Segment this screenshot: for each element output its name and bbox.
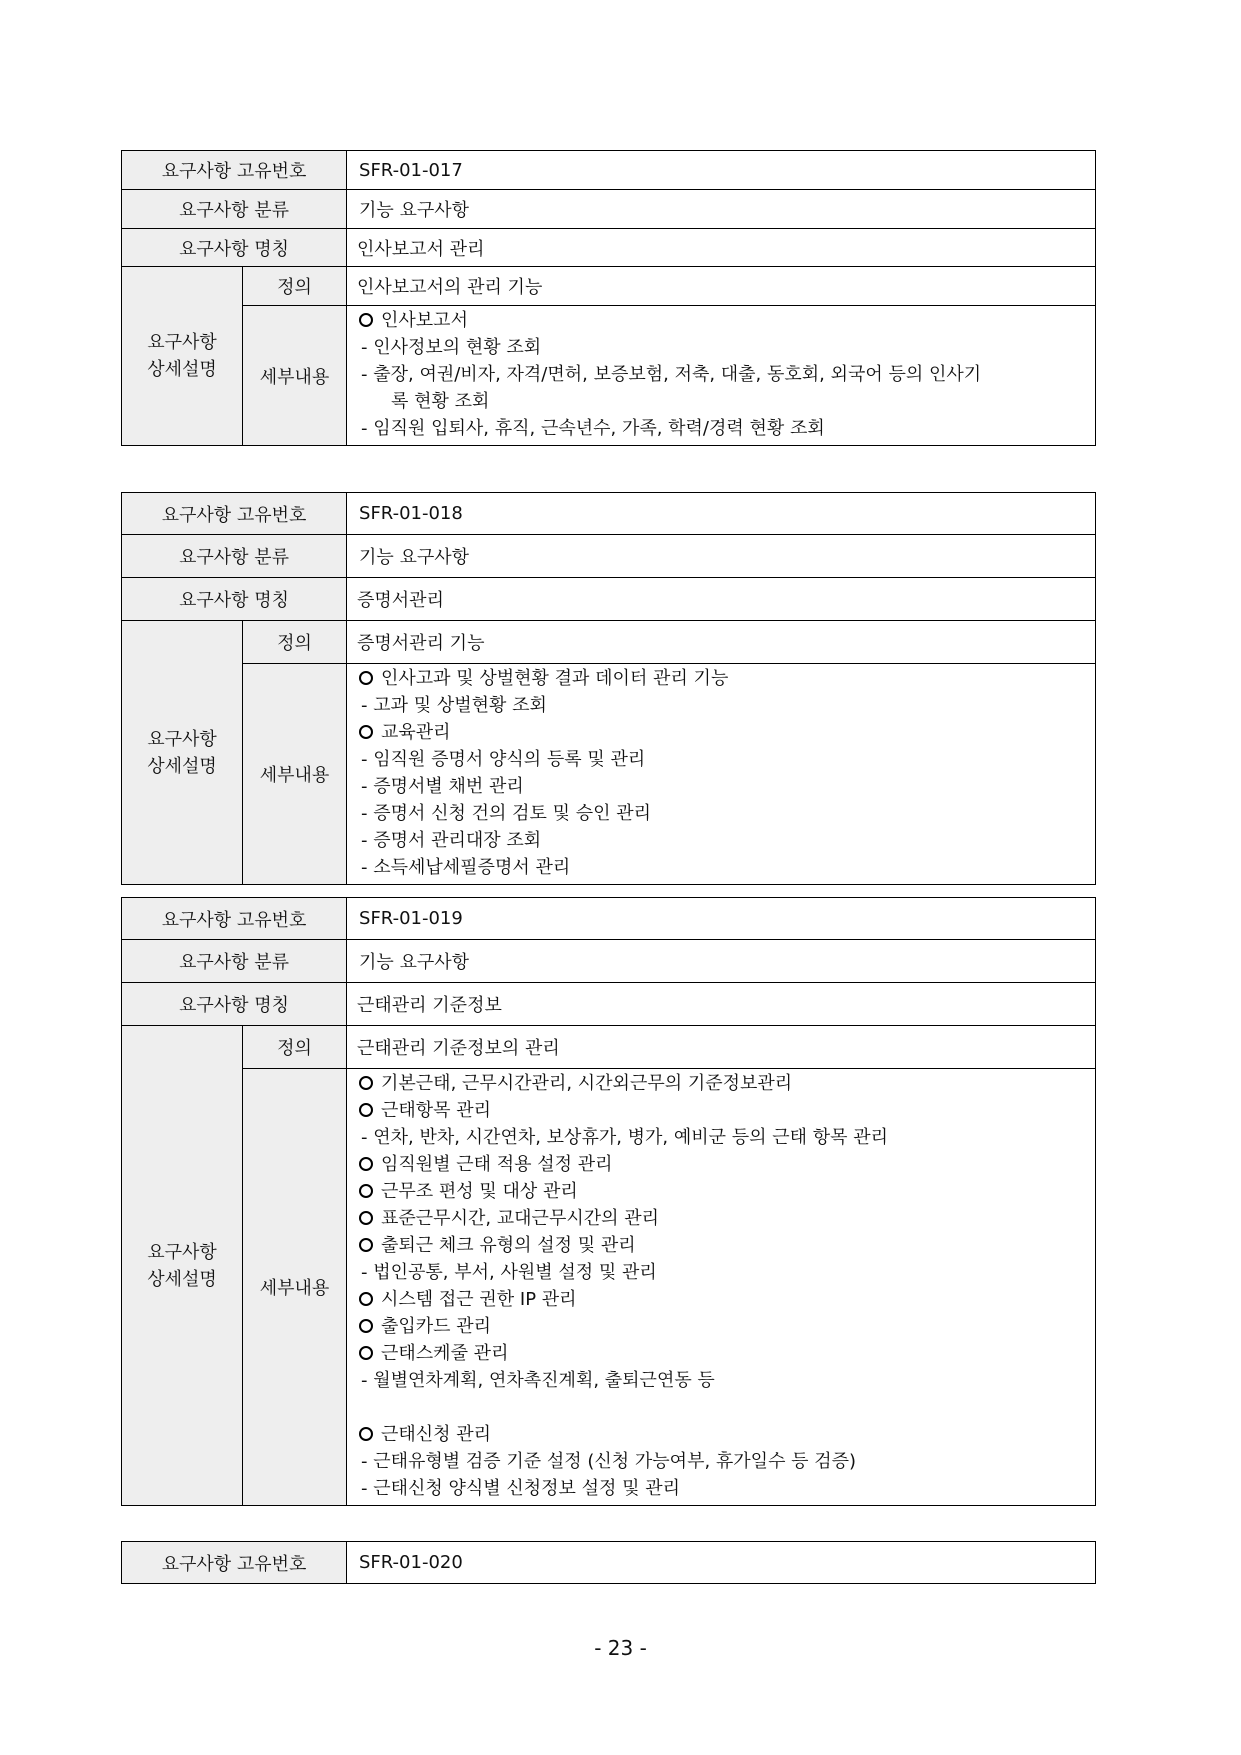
detail-text: 근무조 편성 및 대상 관리 [381, 1181, 578, 1202]
detail-dash-item: - 근태신청 양식별 신청정보 설정 및 관리 [361, 1478, 681, 1499]
requirement-table-019 [121, 897, 1096, 1506]
detail-dash-item: - 임직원 입퇴사, 휴직, 근속년수, 가족, 학력/경력 현황 조회 [361, 418, 825, 439]
circle-bullet-icon [359, 1427, 373, 1441]
detail-dash-item: - 인사정보의 현황 조회 [361, 337, 542, 358]
detail-dash-item: - 근태유형별 검증 기준 설정 (신청 가능여부, 휴가일수 등 검증) [361, 1451, 857, 1472]
detail-dash-item: - 증명서별 채번 관리 [361, 776, 524, 797]
detail-text: 표준근무시간, 교대근무시간의 관리 [381, 1208, 659, 1229]
detail-bullet-item [357, 1178, 1095, 1205]
detail-bullet-item [357, 1313, 1095, 1340]
detail-bullet-item [357, 1070, 1095, 1097]
label-id: 요구사항 고유번호 [122, 898, 347, 940]
requirement-id: SFR-01-018 [347, 493, 1096, 535]
circle-bullet-icon [359, 313, 373, 327]
circle-bullet-icon [359, 725, 373, 739]
circle-bullet-icon [359, 671, 373, 685]
label-category: 요구사항 분류 [122, 940, 347, 983]
detail-dash-item: - 법인공통, 부서, 사원별 설정 및 관리 [361, 1262, 657, 1283]
circle-bullet-icon [359, 1103, 373, 1117]
detail-text: 근태신청 관리 [381, 1424, 492, 1445]
circle-bullet-icon [359, 1211, 373, 1225]
requirement-id: SFR-01-020 [347, 1542, 1096, 1584]
label-detail-desc: 요구사항 상세설명 [122, 267, 243, 446]
detail-dash-item: - 증명서 신청 건의 검토 및 승인 관리 [361, 803, 651, 824]
circle-bullet-icon [359, 1346, 373, 1360]
requirement-details [347, 1069, 1096, 1506]
detail-bullet-item [357, 719, 1095, 746]
requirement-table-020 [121, 1541, 1096, 1584]
label-details: 세부내용 [243, 306, 347, 446]
detail-bullet-item [357, 1286, 1095, 1313]
requirement-category: 기능 요구사항 [347, 190, 1096, 229]
requirement-name: 증명서관리 [347, 578, 1096, 621]
label-name: 요구사항 명칭 [122, 229, 347, 267]
detail-bullet-item [357, 1340, 1095, 1367]
requirement-id: SFR-01-019 [347, 898, 1096, 940]
label-details: 세부내용 [243, 1069, 347, 1506]
label-name: 요구사항 명칭 [122, 578, 347, 621]
requirement-name: 근태관리 기준정보 [347, 983, 1096, 1026]
detail-dash-item: - 증명서 관리대장 조회 [361, 830, 542, 851]
detail-text: 인사고과 및 상벌현황 결과 데이터 관리 기능 [381, 668, 729, 689]
requirement-definition: 인사보고서의 관리 기능 [347, 267, 1096, 306]
detail-dash-item: - 월별연차계획, 연차촉진계획, 출퇴근연동 등 [361, 1370, 715, 1391]
requirement-definition: 근태관리 기준정보의 관리 [347, 1026, 1096, 1069]
circle-bullet-icon [359, 1184, 373, 1198]
detail-spacer [357, 1394, 1095, 1421]
label-definition: 정의 [243, 267, 347, 306]
detail-dash-item: - 고과 및 상벌현황 조회 [361, 695, 547, 716]
circle-bullet-icon [359, 1076, 373, 1090]
label-id: 요구사항 고유번호 [122, 151, 347, 190]
detail-text: 교육관리 [381, 722, 451, 743]
label-category: 요구사항 분류 [122, 535, 347, 578]
detail-dash-item: - 소득세납세필증명서 관리 [361, 857, 571, 878]
detail-text: 근태스케줄 관리 [381, 1343, 509, 1364]
label-category: 요구사항 분류 [122, 190, 347, 229]
detail-bullet-item [357, 1151, 1095, 1178]
detail-text: 출퇴근 체크 유형의 설정 및 관리 [381, 1235, 636, 1256]
detail-bullet-item [357, 1097, 1095, 1124]
detail-bullet-item [357, 665, 1095, 692]
circle-bullet-icon [359, 1238, 373, 1252]
label-id: 요구사항 고유번호 [122, 493, 347, 535]
label-id: 요구사항 고유번호 [122, 1542, 347, 1584]
label-detail-desc: 요구사항 상세설명 [122, 1026, 243, 1506]
label-definition: 정의 [243, 1026, 347, 1069]
label-name: 요구사항 명칭 [122, 983, 347, 1026]
page-number: - 23 - [594, 1636, 647, 1660]
label-detail-desc: 요구사항 상세설명 [122, 621, 243, 885]
circle-bullet-icon [359, 1319, 373, 1333]
detail-continuation: 록 현황 조회 [391, 391, 490, 412]
label-definition: 정의 [243, 621, 347, 664]
detail-bullet-item [357, 307, 1095, 334]
detail-text: 인사보고서 [381, 310, 468, 331]
requirement-definition: 증명서관리 기능 [347, 621, 1096, 664]
detail-text: 근태항목 관리 [381, 1100, 492, 1121]
detail-bullet-item [357, 1232, 1095, 1259]
requirement-category: 기능 요구사항 [347, 535, 1096, 578]
detail-text: 출입카드 관리 [381, 1316, 492, 1337]
detail-dash-item: - 출장, 여권/비자, 자격/면허, 보증보험, 저축, 대출, 동호회, 외국어 등의 인사기 [361, 364, 982, 385]
detail-text: 기본근태, 근무시간관리, 시간외근무의 기준정보관리 [381, 1073, 793, 1094]
requirement-details [347, 664, 1096, 885]
requirement-table-018 [121, 492, 1096, 885]
detail-dash-item: - 연차, 반차, 시간연차, 보상휴가, 병가, 예비군 등의 근태 항목 관리 [361, 1127, 889, 1148]
detail-text: 시스템 접근 권한 IP 관리 [381, 1289, 577, 1310]
detail-bullet-item [357, 1205, 1095, 1232]
requirement-table-017 [121, 150, 1096, 446]
circle-bullet-icon [359, 1157, 373, 1171]
circle-bullet-icon [359, 1292, 373, 1306]
requirement-details [347, 306, 1096, 446]
requirement-id: SFR-01-017 [347, 151, 1096, 190]
detail-text: 임직원별 근태 적용 설정 관리 [381, 1154, 613, 1175]
detail-bullet-item [357, 1421, 1095, 1448]
requirement-name: 인사보고서 관리 [347, 229, 1096, 267]
requirement-category: 기능 요구사항 [347, 940, 1096, 983]
label-details: 세부내용 [243, 664, 347, 885]
detail-dash-item: - 임직원 증명서 양식의 등록 및 관리 [361, 749, 646, 770]
